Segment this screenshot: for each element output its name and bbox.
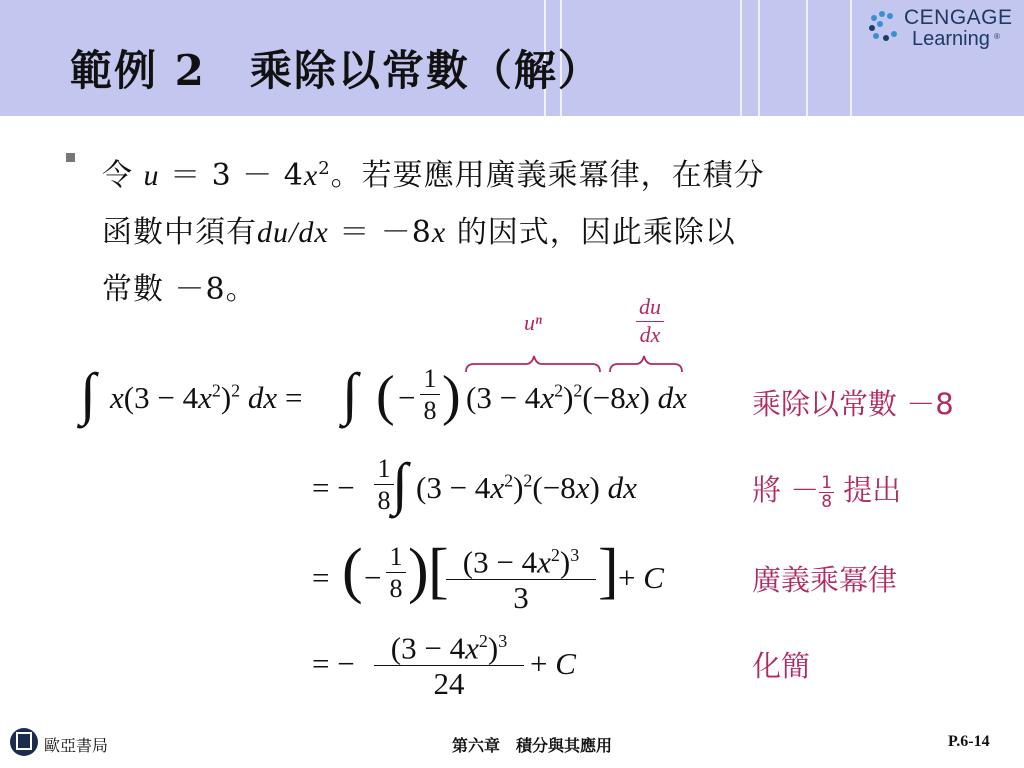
- fraction-one-eighth: 1 8: [374, 454, 394, 517]
- integral-sign: ∫: [80, 361, 96, 426]
- text: 函數中須有: [102, 215, 257, 250]
- var-x: x: [303, 159, 319, 192]
- publisher-logo-icon: [10, 728, 38, 756]
- cengage-logo-icon: [866, 8, 904, 48]
- paren: ): [408, 537, 429, 605]
- bullet-icon: [66, 153, 75, 162]
- decorative-stripe: [806, 0, 808, 116]
- bracket: ]: [598, 537, 619, 605]
- var-x: x: [431, 216, 447, 249]
- step-note-1: 乘除以常數 －8: [752, 387, 954, 421]
- var-u: u: [143, 159, 160, 192]
- integrand: $(3 - 4x^2)^2(-8x)$ dx: [416, 470, 637, 505]
- fraction-power-over-3: $(3 - 4x^2)^3$ 3: [446, 538, 596, 616]
- text: ＝ 3 － 4: [159, 158, 304, 193]
- equals: = −: [312, 470, 355, 505]
- header-bar: [0, 0, 1024, 116]
- problem-text: [102, 140, 942, 318]
- logo-text-cengage: CENGAGE: [904, 6, 1013, 29]
- footer-page-number: P.6-14: [948, 733, 990, 750]
- slide-title: 範例 2 乘除以常數（解）: [70, 46, 602, 95]
- logo-text-learning: Learning: [912, 28, 990, 50]
- text-line-3: 常數 －8。: [102, 272, 257, 307]
- text-line-1: [102, 140, 942, 204]
- lhs: $x(3 - 4x^2)^2$ dx =: [110, 380, 303, 415]
- integral-sign: ∫: [392, 451, 408, 516]
- minus: −: [398, 380, 416, 415]
- equals: = −: [312, 646, 355, 681]
- text-line-2: [102, 204, 942, 261]
- underbrace-annotations: [460, 352, 690, 376]
- du-text: du: [639, 294, 661, 319]
- decorative-stripe: [740, 0, 742, 116]
- dx-text: dx: [639, 322, 661, 347]
- bracket: [: [428, 537, 449, 605]
- dudx-label: [636, 296, 664, 346]
- footer-publisher: 歐亞書局: [44, 736, 109, 755]
- minus: −: [364, 560, 382, 595]
- note-text: 將 －: [752, 473, 820, 507]
- logo-registered: ®: [994, 32, 1000, 41]
- text: 。若要應用廣義乘冪律，在積分: [330, 158, 765, 193]
- text: ＝ －8: [328, 215, 432, 250]
- var-dudx: du/dx: [257, 216, 329, 249]
- note-fraction-num: 1: [821, 472, 833, 493]
- decorative-stripe: [850, 0, 852, 116]
- text: 令: [102, 158, 144, 193]
- brace-dudx: [610, 356, 682, 372]
- step-note-4: 化簡: [752, 649, 811, 683]
- cengage-logo: [864, 4, 1020, 54]
- footer-chapter: 第六章 積分與其應用: [452, 736, 613, 755]
- paren: (: [376, 365, 395, 427]
- note-text: 提出: [834, 473, 902, 507]
- paren: (: [342, 537, 363, 605]
- plus-c: + C: [618, 560, 664, 595]
- brace-un: [466, 356, 600, 372]
- equals: =: [312, 560, 330, 595]
- rhs-body: $(3 - 4x^2)^2(-8x)$ dx: [466, 380, 687, 415]
- step-note-2: [752, 468, 901, 511]
- fraction-neg-one-eighth: 1 8: [420, 364, 440, 427]
- decorative-stripe: [758, 0, 760, 116]
- plus-c: + C: [530, 646, 576, 681]
- step-note-3: 廣義乘冪律: [752, 563, 898, 597]
- integral-sign: ∫: [342, 361, 358, 426]
- text: 的因式，因此乘除以: [446, 215, 736, 250]
- fraction-one-eighth: 1 8: [386, 542, 406, 605]
- note-fraction-den: 8: [821, 491, 833, 512]
- paren: ): [442, 365, 461, 427]
- exponent: 2: [318, 158, 331, 179]
- un-label: uⁿ: [524, 310, 542, 335]
- fraction-power-over-24: $(3 - 4x^2)^3$ 24: [374, 624, 524, 702]
- note-fraction: [819, 474, 834, 511]
